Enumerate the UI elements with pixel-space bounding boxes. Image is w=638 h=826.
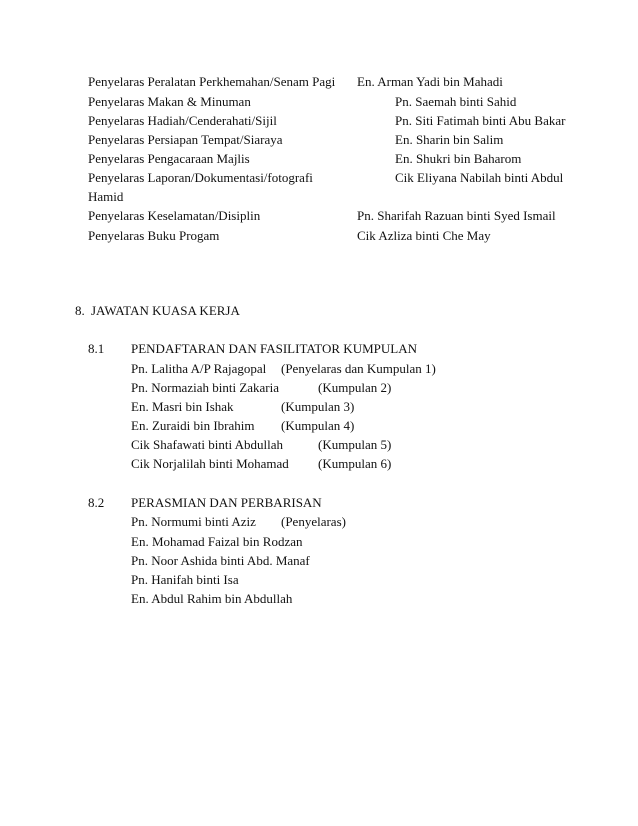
subsection-number: 8.1 (88, 341, 105, 356)
coordinator-role: Penyelaras Pengacaraan Majlis (88, 151, 250, 166)
subsection-title: PENDAFTARAN DAN FASILITATOR KUMPULAN (131, 341, 417, 356)
section-number: 8. (75, 303, 85, 318)
member-note: (Kumpulan 5) (318, 437, 392, 452)
coordinator-role: Penyelaras Keselamatan/Disiplin (88, 208, 261, 223)
section-title: JAWATAN KUASA KERJA (91, 303, 240, 318)
coordinator-role: Penyelaras Hadiah/Cenderahati/Sijil (88, 113, 277, 128)
member-name: En. Abdul Rahim bin Abdullah (131, 591, 293, 606)
member-name: Pn. Normaziah binti Zakaria (131, 380, 280, 395)
coordinator-role: Penyelaras Makan & Minuman (88, 94, 251, 109)
coordinator-name-continuation: Hamid (88, 189, 124, 204)
member-note: (Kumpulan 6) (318, 456, 392, 471)
coordinator-name: Cik Eliyana Nabilah binti Abdul (395, 170, 564, 185)
coordinator-role: Penyelaras Laporan/Dokumentasi/fotografi (88, 170, 313, 185)
member-note: (Kumpulan 3) (281, 399, 355, 414)
member-name: En. Masri bin Ishak (131, 399, 234, 414)
coordinator-name: En. Arman Yadi bin Mahadi (357, 74, 503, 89)
member-name: Pn. Noor Ashida binti Abd. Manaf (131, 553, 310, 568)
member-name: Cik Shafawati binti Abdullah (131, 437, 284, 452)
coordinator-name: En. Shukri bin Baharom (395, 151, 522, 166)
coordinator-name: Cik Azliza binti Che May (357, 228, 491, 243)
member-note: (Penyelaras) (281, 514, 346, 529)
coordinator-name: En. Sharin bin Salim (395, 132, 504, 147)
subsection-number: 8.2 (88, 495, 105, 510)
coordinator-role: Penyelaras Peralatan Perkhemahan/Senam Pagi (88, 74, 336, 89)
coordinator-name: Pn. Saemah binti Sahid (395, 94, 517, 109)
coordinator-role: Penyelaras Persiapan Tempat/Siaraya (88, 132, 283, 147)
coordinator-name: Pn. Sharifah Razuan binti Syed Ismail (357, 208, 556, 223)
member-note: (Kumpulan 2) (318, 380, 392, 395)
coordinator-role: Penyelaras Buku Progam (88, 228, 220, 243)
member-name: En. Zuraidi bin Ibrahim (131, 418, 255, 433)
subsection-title: PERASMIAN DAN PERBARISAN (131, 495, 322, 510)
member-name: En. Mohamad Faizal bin Rodzan (131, 534, 303, 549)
member-name: Pn. Normumi binti Aziz (131, 514, 256, 529)
member-note: (Penyelaras dan Kumpulan 1) (281, 361, 436, 376)
coordinator-name: Pn. Siti Fatimah binti Abu Bakar (395, 113, 566, 128)
member-name: Pn. Hanifah binti Isa (131, 572, 239, 587)
member-name: Cik Norjalilah binti Mohamad (131, 456, 289, 471)
member-note: (Kumpulan 4) (281, 418, 355, 433)
member-name: Pn. Lalitha A/P Rajagopal (131, 361, 267, 376)
